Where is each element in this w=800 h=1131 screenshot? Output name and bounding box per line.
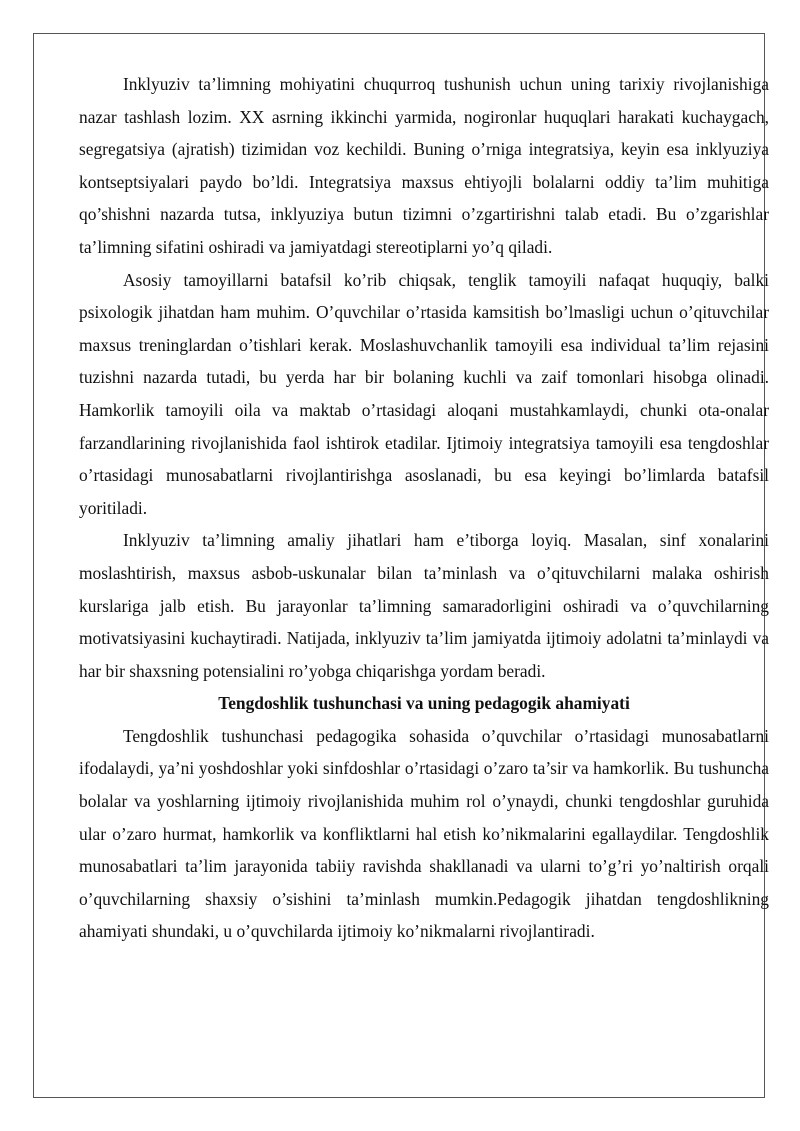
section-heading: Tengdoshlik tushunchasi va uning pedagogik ahamiyati: [218, 693, 630, 714]
paragraph-peer-concept: Tengdoshlik tushunchasi pedagogika sohasida o’quvchilar o’rtasidagi munosabatlarni ifodalaydi, ya’ni yoshdoshlar yoki sinfdoshlar o’rtasidagi o’zaro ta’sir va hamkorlik. Bu tushuncha bolalar va yoshlarning ijtimoiy rivojlanishida muhim rol o’ynaydi, chunki tengdoshlar guruhida ular o’zaro hurmat, hamkorlik va konfliktlarni hal etish ko’nikmalarini egallaydilar. Tengdoshlik munosabatlari ta’lim jarayonida tabiiy ravishda shakllanadi va ularni to’g’ri yo’naltirish orqali o’quvchilarning shaxsiy o’sishini ta’minlash mumkin.Pedagogik jihatdan tengdoshlikning ahamiyati shundaki, u o’quvchilarda ijtimoiy ko’nikmalarni rivojlantiradi.: [79, 725, 769, 942]
paragraph-practical-aspects: Inklyuziv ta’limning amaliy jihatlari ham e’tiborga loyiq. Masalan, sinf xonalarini moslashtirish, maxsus asbob-uskunalar bilan ta’minlash va o’qituvchilarni malaka oshirish kurslariga jalb etish. Bu jarayonlar ta’limning samaradorligini oshiradi va o’quvchilarning motivatsiyasini kuchaytiradi. Natijada, inklyuziv ta’lim jamiyatda ijtimoiy adolatni ta’minlaydi va har bir shaxsning potensialini ro’yobga chiqarishga yordam beradi.: [79, 530, 769, 681]
document-body: [79, 68, 769, 948]
paragraph-history: Inklyuziv ta’limning mohiyatini chuqurroq tushunish uchun uning tarixiy rivojlanishiga nazar tashlash lozim. XX asrning ikkinchi yarmida, nogironlar huquqlari harakati kuchaygach, segregatsiya (ajratish) tizimidan voz kechildi. Buning o’rniga integratsiya, keyin esa inklyuziya kontseptsiyalari paydo bo’ldi. Integratsiya maxsus ehtiyojli bolalarni oddiy ta’lim muhitiga qo’shishni nazarda tutsa, inklyuziya butun tizimni o’zgartirishni talab etadi. Bu o’zgarishlar ta’limning sifatini oshiradi va jamiyatdagi stereotiplarni yo’q qiladi.: [79, 74, 769, 257]
paragraph-principles: Asosiy tamoyillarni batafsil ko’rib chiqsak, tenglik tamoyili nafaqat huquqiy, balki psixologik jihatdan ham muhim. O’quvchilar o’rtasida kamsitish bo’lmasligi uchun o’qituvchilar maxsus treninglardan o’tishlari kerak. Moslashuvchanlik tamoyili esa individual ta’lim rejasini tuzishni nazarda tutadi, bu yerda har bir bolaning kuchli va zaif tomonlari hisobga olinadi. Hamkorlik tamoyili oila va maktab o’rtasidagi aloqani mustahkamlaydi, chunki ota-onalar farzandlarining rivojlanishida faol ishtirok etadilar. Ijtimoiy integratsiya tamoyili esa tengdoshlar o’rtasidagi munosabatlarni rivojlantirishga asoslanadi, bu esa keyingi bo’limlarda batafsil yoritiladi.: [79, 269, 769, 518]
